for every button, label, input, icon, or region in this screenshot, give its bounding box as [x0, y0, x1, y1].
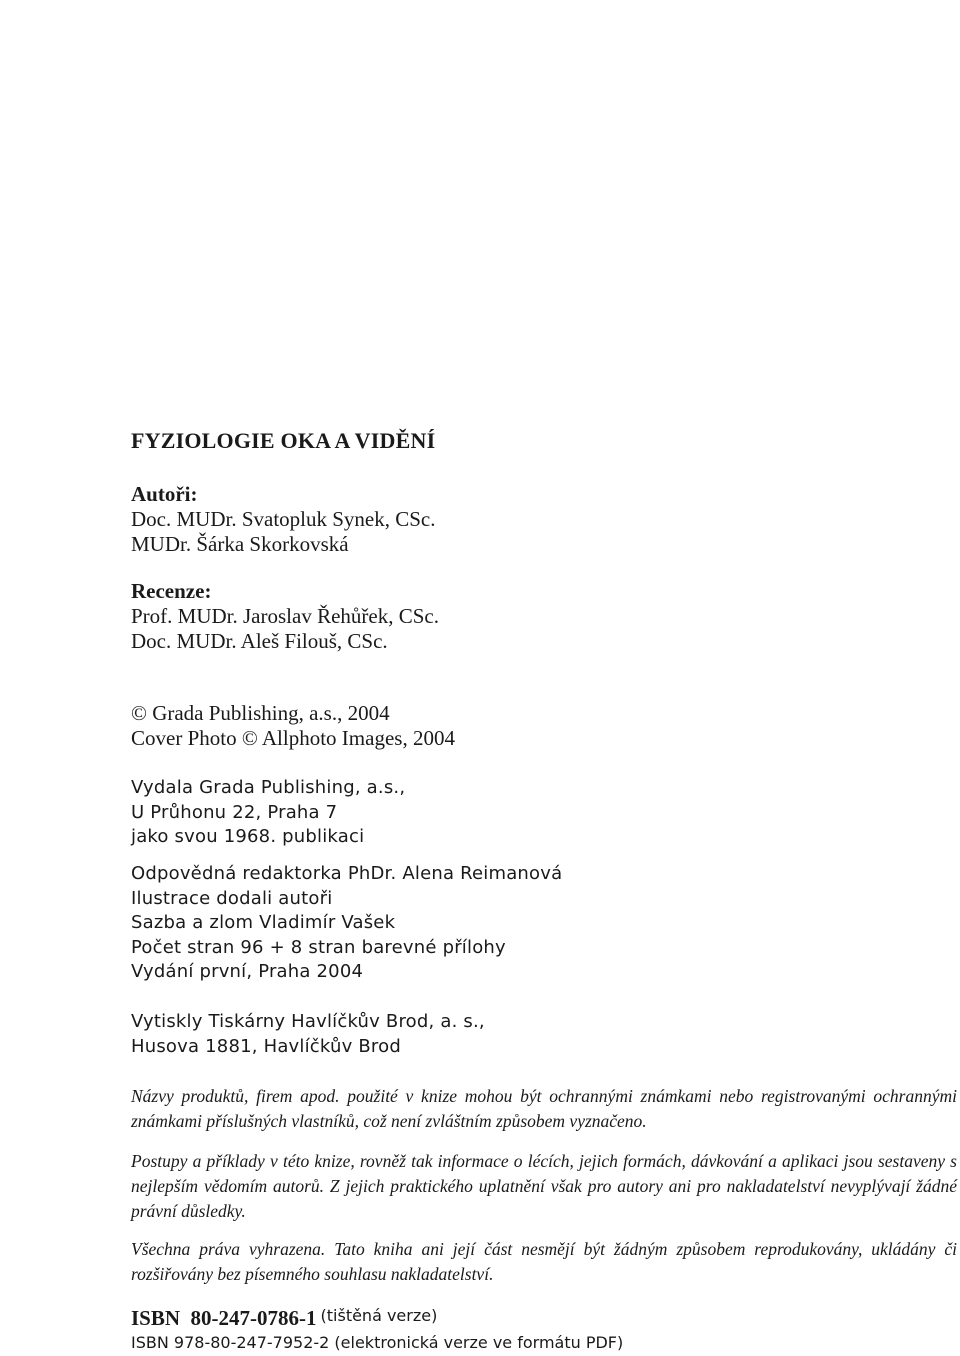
author-name: MUDr. Šárka Skorkovská — [131, 532, 349, 556]
imprint-page — [131, 0, 957, 1356]
publisher-line: Vydala Grada Publishing, a.s., — [131, 777, 406, 798]
printer-line: Husova 1881, Havlíčkův Brod — [131, 1035, 401, 1057]
rights-notice: Všechna práva vyhrazena. Tato kniha ani její část nesmějí být žádným způsobem reprodukovány, ukládány či rozšiřovány bez písemného souhlasu nakladatelství. — [131, 1239, 957, 1284]
credit-line: Počet stran 96 + 8 stran barevné přílohy — [131, 936, 506, 958]
isbn-print-number: ISBN 80-247-0786-1 — [131, 1306, 317, 1330]
isbn-print — [131, 1306, 437, 1331]
publisher-section — [131, 776, 405, 850]
copyright-section — [131, 701, 455, 751]
reviewer-name: Prof. MUDr. Jaroslav Řehůřek, CSc. — [131, 604, 439, 628]
copyright-line: © Grada Publishing, a.s., 2004 — [131, 701, 390, 725]
trademark-notice: Názvy produktů, firem apod. použité v knize mohou být ochrannými známkami nebo registrovanými ochrannými známkami příslušných vlastníků, což není zvláštním způsobem vyznačeno. — [131, 1086, 957, 1131]
copyright-line: Cover Photo © Allphoto Images, 2004 — [131, 726, 455, 750]
reviews-heading: Recenze: — [131, 579, 212, 603]
author-name: Doc. MUDr. Svatopluk Synek, CSc. — [131, 507, 436, 531]
isbn-print-note: (tištěná verze) — [320, 1306, 438, 1325]
book-title: FYZIOLOGIE OKA A VIDĚNÍ — [131, 428, 436, 453]
credits-section — [131, 862, 562, 985]
credit-line: Sazba a zlom Vladimír Vašek — [131, 912, 396, 933]
printer-section — [131, 1010, 485, 1059]
printer-line: Vytiskly Tiskárny Havlíčkův Brod, a. s., — [131, 1011, 485, 1032]
credit-line: Vydání první, Praha 2004 — [131, 961, 364, 982]
credit-line: Ilustrace dodali autoři — [131, 887, 333, 909]
liability-notice: Postupy a příklady v této knize, rovněž tak informace o lécích, jejich formách, dávkování a aplikaci jsou sestaveny s nejlepším vědomím autorů. Z jejich praktického uplatnění však pro autory ani pro nakladatelství nevyplývají žádné právní důsledky. — [131, 1151, 957, 1221]
reviewer-name: Doc. MUDr. Aleš Filouš, CSc. — [131, 629, 388, 653]
isbn-electronic: ISBN 978-80-247-7952-2 (elektronická verze ve formátu PDF) — [131, 1333, 624, 1352]
authors-section — [131, 482, 436, 557]
credit-line: Odpovědná redaktorka PhDr. Alena Reimanová — [131, 863, 563, 884]
publisher-line: U Průhonu 22, Praha 7 — [131, 801, 338, 823]
authors-heading: Autoři: — [131, 482, 198, 506]
reviews-section — [131, 579, 439, 654]
publisher-line: jako svou 1968. publikaci — [131, 826, 365, 847]
